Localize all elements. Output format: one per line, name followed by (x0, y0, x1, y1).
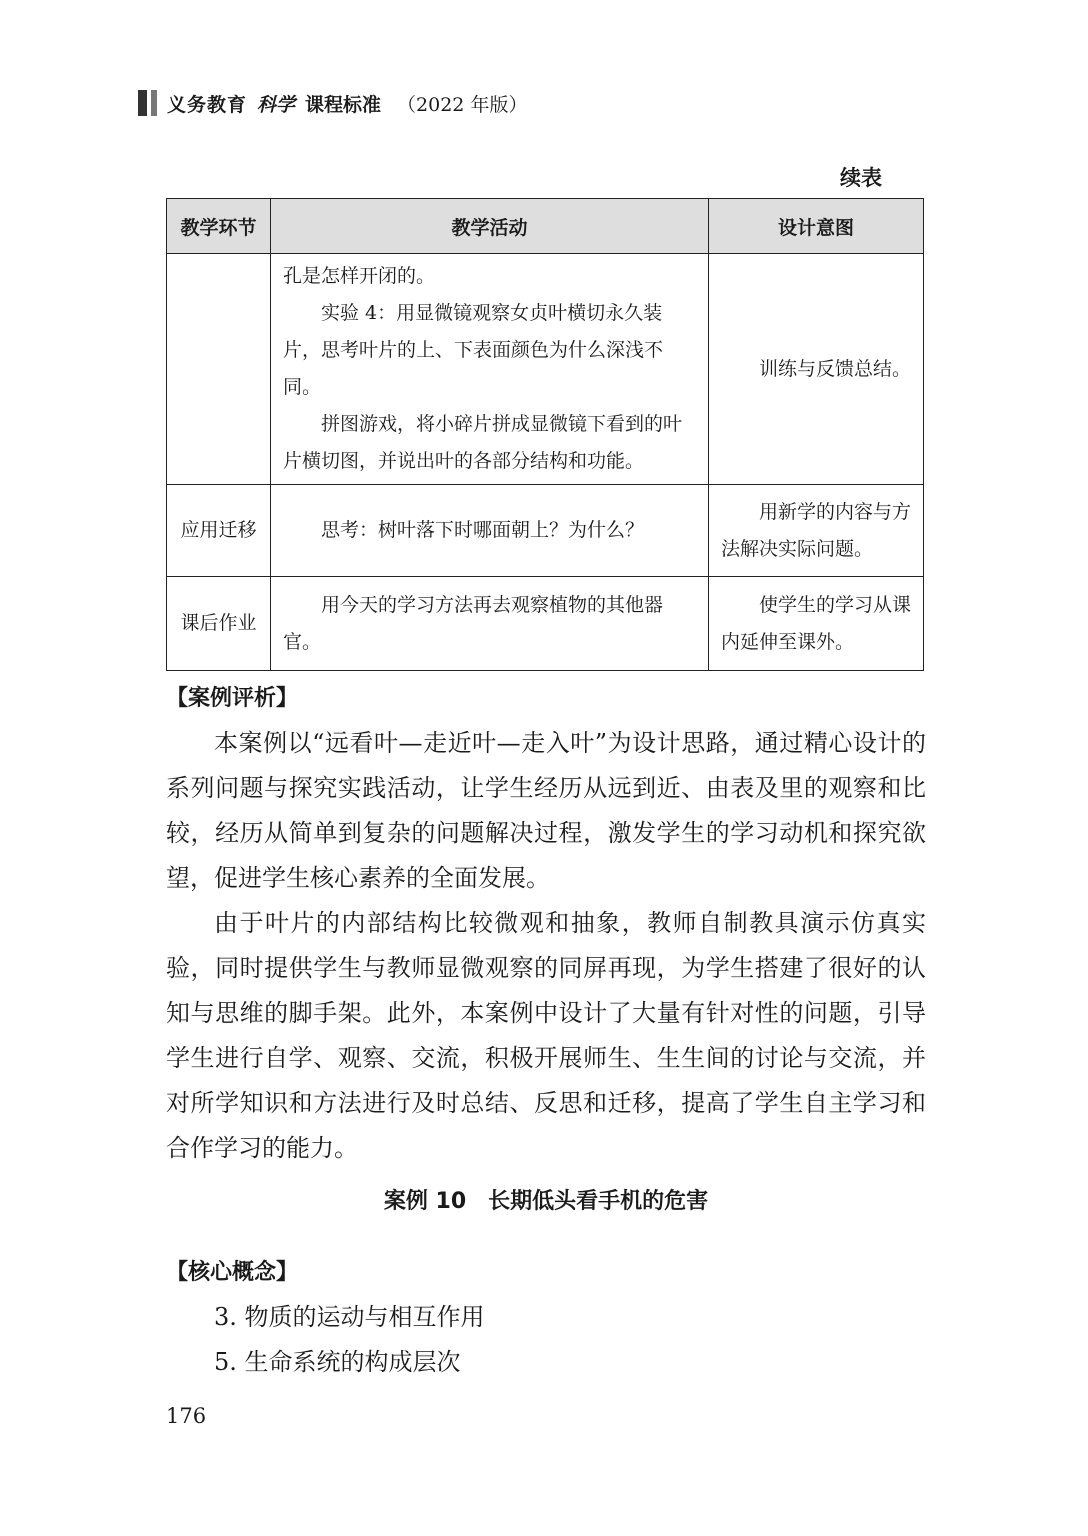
core-concepts-section (166, 1250, 926, 1385)
header-bars-icon (138, 90, 157, 116)
intent-cell (709, 485, 924, 577)
case-title: 案例 10 长期低头看手机的危害 (383, 1189, 709, 1214)
continued-label: 续表 (840, 166, 882, 190)
activity-text: 孔是怎样开闭的。 (283, 265, 436, 287)
running-header (138, 88, 527, 118)
header-edition: （2022 年版） (397, 93, 528, 116)
header-title: 义务教育 (167, 93, 248, 116)
stage-cell (167, 254, 271, 485)
activity-text: 用今天的学习方法再去观察植物的其他器官。 (283, 593, 664, 653)
analysis-paragraph: 由于叶片的内部结构比较微观和抽象，教师自制教具演示仿真实验，同时提供学生与教师显微观察的同屏再现，为学生搭建了很好的认知与思维的脚手架。此外，本案例中设计了大量有针对性的问题，引导学生进行自学、观察、交流，积极开展师生、生生间的讨论与交流，并对所学知识和方法进行及时总结、反思和迁移，提高了学生自主学习和合作学习的能力。 (166, 909, 926, 1162)
analysis-section (166, 676, 926, 1171)
intent-text: 使学生的学习从课内延伸至课外。 (721, 593, 912, 653)
activity-text: 实验 4：用显微镜观察女贞叶横切永久装片，思考叶片的上、下表面颜色为什么深浅不同。 (283, 302, 664, 398)
column-header: 设计意图 (709, 199, 924, 254)
column-header: 教学环节 (167, 199, 271, 254)
activity-cell (271, 577, 709, 671)
table-header-row (167, 199, 924, 254)
activity-cell (271, 485, 709, 577)
core-concepts-heading: 【核心概念】 (166, 1260, 299, 1285)
intent-cell (709, 577, 924, 671)
table-row (167, 254, 924, 485)
intent-text: 训练与反馈总结。 (759, 357, 912, 380)
intent-cell (709, 254, 924, 485)
lesson-table (166, 198, 924, 671)
page-number: 176 (166, 1404, 207, 1428)
activity-cell (271, 254, 709, 485)
header-standard: 课程标准 (305, 93, 382, 116)
stage-cell: 应用迁移 (167, 485, 271, 577)
analysis-heading: 【案例评析】 (166, 686, 299, 711)
intent-text: 用新学的内容与方法解决实际问题。 (721, 500, 912, 560)
stage-cell: 课后作业 (167, 577, 271, 671)
column-header: 教学活动 (271, 199, 709, 254)
analysis-paragraph: 本案例以“远看叶—走近叶—走入叶”为设计思路，通过精心设计的系列问题与探究实践活动，让学生经历从远到近、由表及里的观察和比较，经历从简单到复杂的问题解决过程，激发学生的学习动机和探究欲望，促进学生核心素养的全面发展。 (166, 729, 926, 892)
header-subject: 科学 (257, 93, 296, 116)
activity-text: 拼图游戏，将小碎片拼成显微镜下看到的叶片横切图，并说出叶的各部分结构和功能。 (283, 413, 683, 472)
concept-item: 5. 生命系统的构成层次 (214, 1348, 461, 1376)
table-row (167, 485, 924, 577)
table-row (167, 577, 924, 671)
concept-item: 3. 物质的运动与相互作用 (214, 1303, 485, 1331)
activity-text: 思考：树叶落下时哪面朝上？为什么？ (321, 519, 645, 541)
